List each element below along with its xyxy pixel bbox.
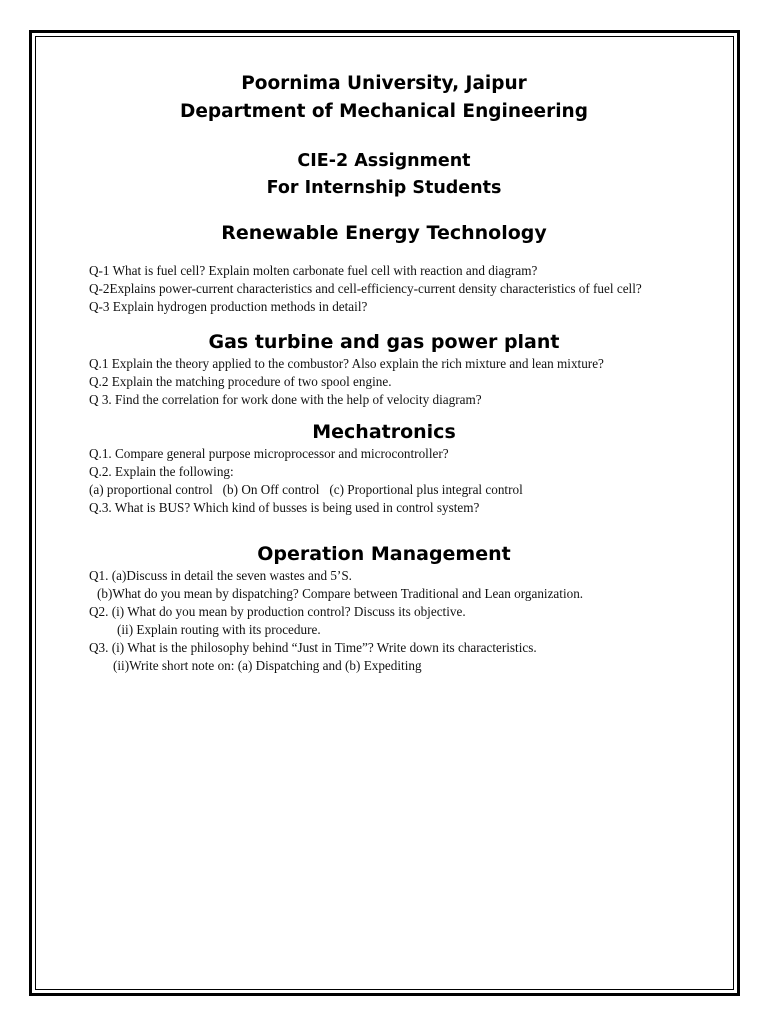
question-line: Q 3. Find the correlation for work done with the help of velocity diagram?	[89, 392, 482, 407]
question-line: (ii) Explain routing with its procedure.	[117, 622, 321, 637]
audience-title: For Internship Students	[266, 178, 502, 198]
assignment-title: CIE-2 Assignment	[297, 151, 471, 171]
section-operation-management	[89, 541, 679, 675]
university-title: Poornima University, Jaipur	[241, 73, 527, 94]
question-line: Q1. (a)Discuss in detail the seven wastes and 5’S.	[89, 568, 352, 583]
section-title: Mechatronics	[312, 421, 456, 443]
question-line: Q-1 What is fuel cell? Explain molten carbonate fuel cell with reaction and diagram?	[89, 263, 538, 278]
question-line: Q2. (i) What do you mean by production control? Discuss its objective.	[89, 604, 466, 619]
question-line: Q3. (i) What is the philosophy behind “Just in Time”? Write down its characteristics.	[89, 640, 537, 655]
question-line: Q.3. What is BUS? Which kind of busses is being used in control system?	[89, 500, 480, 515]
question-line: Q.2. Explain the following:	[89, 464, 234, 479]
spacer	[89, 126, 679, 148]
question-line: Q.2 Explain the matching procedure of two spool engine.	[89, 374, 392, 389]
question-line: (ii)Write short note on: (a) Dispatching and (b) Expediting	[113, 658, 422, 673]
section-title: Renewable Energy Technology	[221, 222, 547, 244]
document-body	[89, 70, 679, 675]
section-renewable-energy	[89, 220, 679, 316]
question-line: Q.1. Compare general purpose microprocessor and microcontroller?	[89, 446, 449, 461]
question-line: (a) proportional control (b) On Off control (c) Proportional plus integral control	[89, 482, 523, 497]
section-title: Operation Management	[257, 543, 511, 565]
question-line: Q-3 Explain hydrogen production methods in detail?	[89, 299, 368, 314]
spacer	[89, 246, 679, 262]
section-gas-turbine	[89, 329, 679, 409]
section-title: Gas turbine and gas power plant	[208, 331, 560, 353]
department-title: Department of Mechanical Engineering	[180, 101, 588, 122]
question-line: Q-2Explains power-current characteristics and cell-efficiency-current density characteristics of fuel cell?	[89, 281, 642, 296]
question-line: (b)What do you mean by dispatching? Compare between Traditional and Lean organization.	[97, 586, 584, 601]
question-line: Q.1 Explain the theory applied to the combustor? Also explain the rich mixture and lean mixture?	[89, 356, 604, 371]
section-mechatronics	[89, 419, 679, 517]
